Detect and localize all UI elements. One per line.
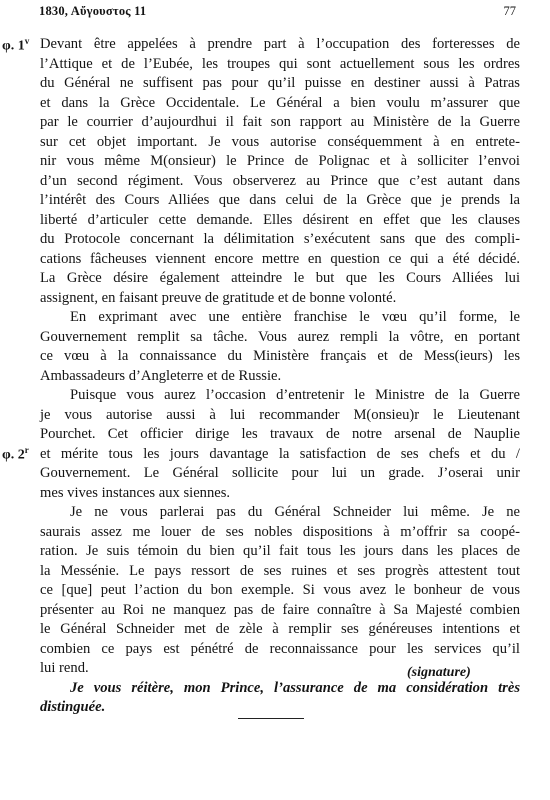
signature-placeholder: (signature) — [407, 665, 471, 680]
folio-note-2 — [2, 445, 29, 464]
text-line: Pourchet. Cet officier dirige les travaux de notre arsenal de Nauplie — [40, 426, 520, 442]
text-line: la Messénie. Le pays ressort de ses ruines et ses progrès attestent tout — [40, 562, 520, 579]
text-line: La Grèce désire également atteindre le but que les Cours Alliées lui — [40, 270, 520, 286]
text-line: Puisque vous aurez l’occasion d’entretenir le Ministre de la Guerre — [70, 387, 520, 403]
text-line: par le courrier d’aujourdhui il fait son rapport au Ministère de la Guerre — [40, 114, 520, 130]
folio-side: v — [24, 36, 30, 46]
text-line: assignent, en faisant preuve de gratitude et de bonne volonté. — [40, 289, 397, 306]
folio-note-1 — [2, 36, 29, 55]
text-line: saurais assez me louer de ses nobles dispositions à m’offrir sa coopé- — [40, 523, 520, 540]
text-line: et dans la Grèce Occidentale. Le Général a bien voulu m’assurer que — [40, 94, 520, 111]
text-line: ration. Je suis témoin du bien qu’il fait tous les jours dans les places de — [40, 543, 520, 559]
text-line: Ambassadeurs d’Angleterre et de Russie. — [40, 367, 282, 384]
text-line: nir vous même M(onsieur) le Prince de Polignac et à solliciter l’envoi — [40, 153, 520, 169]
text-line: je vous autorise aussi à lui recommander M(onsieu)r le Lieutenant — [40, 406, 520, 423]
folio-label: φ. 1 — [2, 38, 25, 54]
text-line: d’un second régiment. Vous observerez au Prince que c’est autant dans — [40, 172, 520, 189]
closing-line: Je vous réitère, mon Prince, l’assurance de ma considération très — [70, 679, 520, 696]
text-line: mes vives instances aux siennes. — [40, 484, 231, 501]
text-line: Gouvernement. Le Général sollicite pour lui un grade. J’oserai unir — [40, 465, 520, 481]
text-line: Gouvernement remplit sa tâche. Vous aurez rempli la vôtre, en portant — [40, 328, 520, 345]
text-line: liberté d’articuler cette demande. Elles désirent en effet que les clauses — [40, 211, 520, 228]
text-line: ce vœu à la connaissance du Ministère français et de Mess(ieurs) les — [40, 348, 520, 364]
text-line: du Général ne suffisent pas pour qu’il puisse en destiner aussi à Patras — [40, 75, 520, 91]
text-line: et mérite tous les jours davantage la satisfaction de ses chefs et du / — [40, 445, 520, 462]
end-rule — [238, 718, 304, 719]
folio-side: r — [24, 445, 29, 455]
text-line: cations fâcheuses viennent encore mettre en question ce qui a été décidé. — [40, 250, 520, 267]
text-line: lui rend. — [40, 660, 89, 676]
text-line: présenter au Roi ne manquez pas de faire connaître à Sa Majesté combien — [40, 601, 520, 618]
text-line: du Protocole concernant la délimitation s’exécutent sans que des compli- — [40, 231, 520, 247]
text-line: l’Attique et de l’Eubée, les troupes qui sont actuellement sous les ordres — [40, 55, 520, 72]
text-line: Je ne vous parlerai pas du Général Schneider lui même. Je ne — [70, 504, 520, 520]
text-line: En exprimant avec une entière franchise le vœu qu’il forme, le — [70, 309, 520, 325]
text-line: ce [que] peut l’action du bon exemple. Si vous avez le bonheur de vous — [40, 582, 520, 598]
running-header-date: 1830, Αὔγουστος 11 — [39, 4, 147, 18]
folio-label: φ. 2 — [2, 447, 25, 463]
text-line: l’intérêt des Cours Alliées que dans celui de la Grèce que je prends la — [40, 192, 520, 208]
closing-line: distinguée. — [40, 699, 106, 715]
text-line: le Général Schneider met de zèle à remplir ses généreuses intentions et — [40, 621, 520, 637]
text-line: combien ce pays est pénétré de reconnaissance pour les services qu’il — [40, 640, 520, 657]
text-line: Devant être appelées à prendre part à l’occupation des forteresses de — [40, 36, 520, 52]
letter-body — [40, 35, 520, 718]
text-line: sur cet objet important. Je vous autorise conséquemment à en entrete- — [40, 133, 520, 150]
page-number: 77 — [503, 4, 516, 18]
